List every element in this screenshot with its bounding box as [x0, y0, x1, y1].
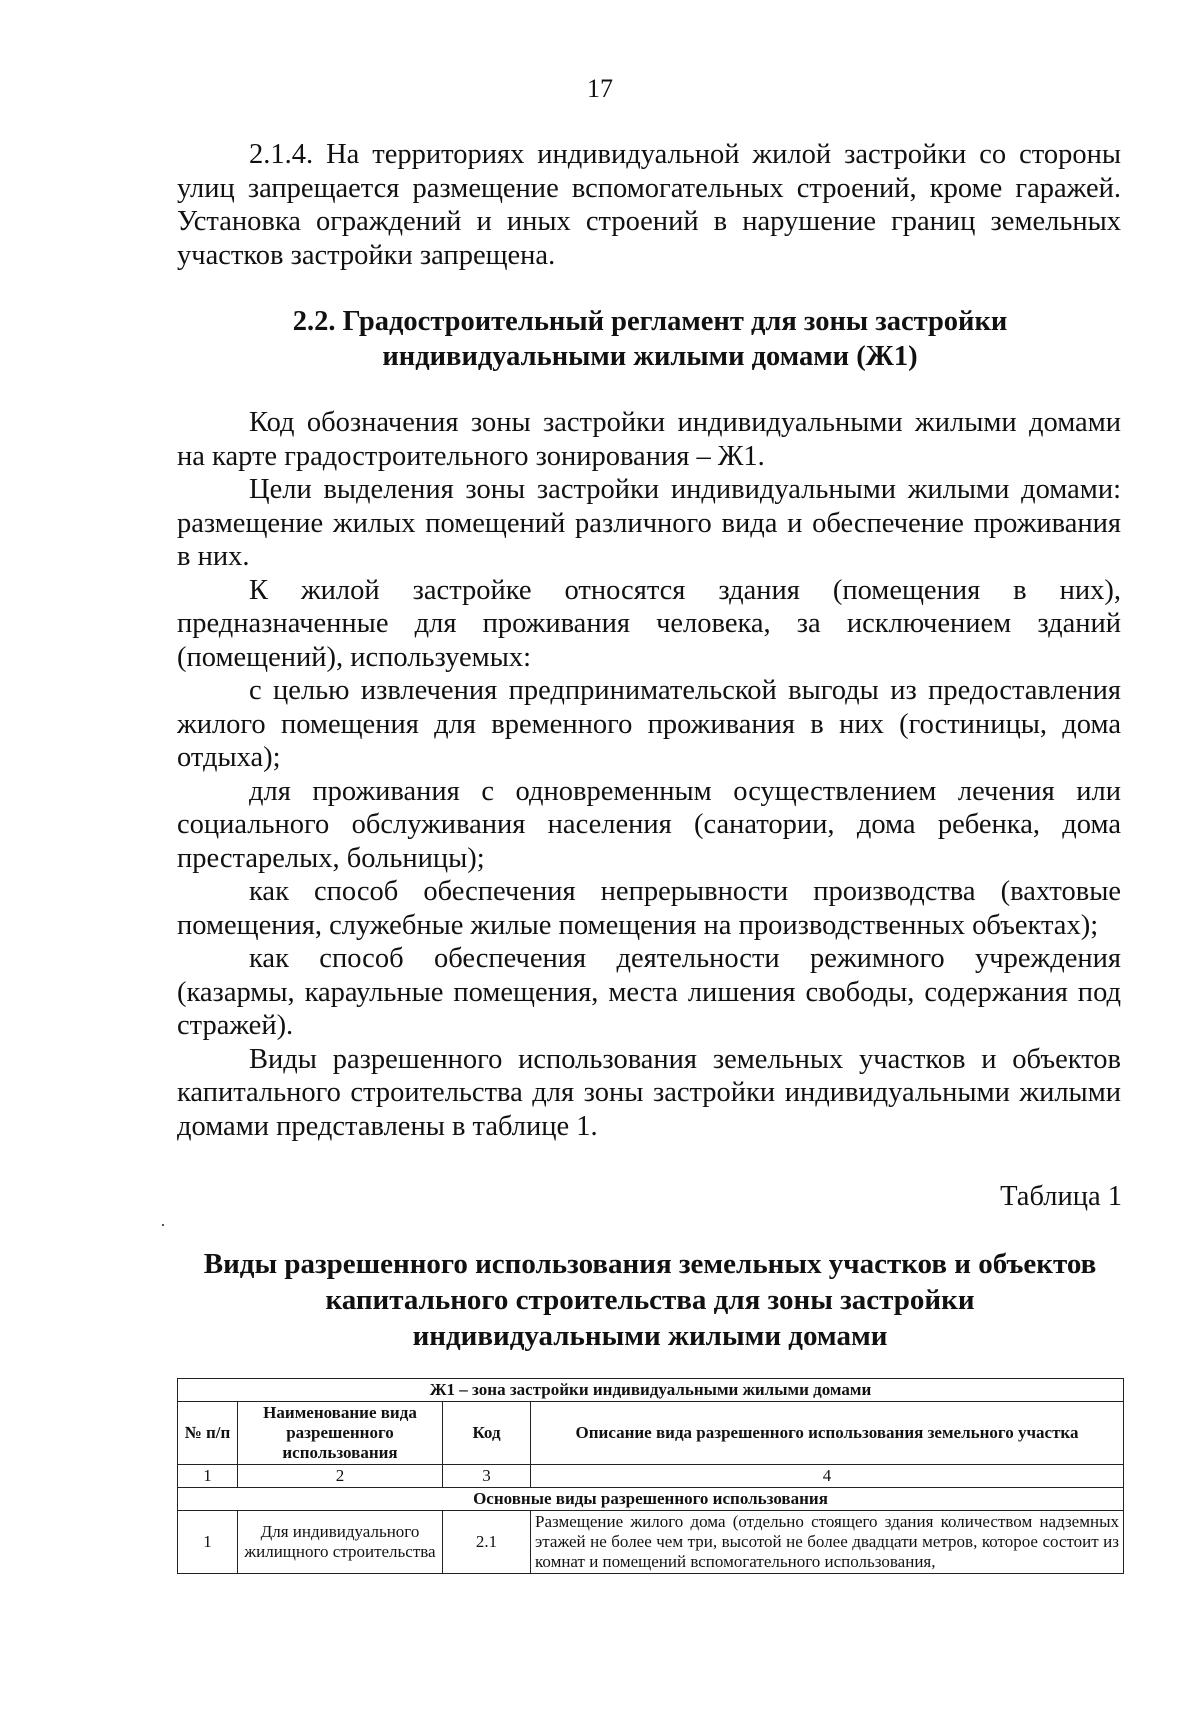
column-header-description: Описание вида разрешенного использования земельного участка: [531, 1402, 1124, 1465]
table-label: Таблица 1: [1000, 1181, 1122, 1212]
table-title-line-3: индивидуальными жилыми домами: [412, 1320, 888, 1352]
column-header-name: Наименование вида разрешенного использования: [238, 1402, 443, 1465]
land-use-table: [177, 1378, 1124, 1574]
zone-header-cell: Ж1 – зона застройки индивидуальными жилыми домами: [178, 1379, 1124, 1402]
column-header-code: Код: [443, 1402, 531, 1465]
table-title-line-2: капитального строительства для зоны застройки: [325, 1284, 975, 1316]
row-name-cell: Для индивидуального жилищного строительства: [238, 1511, 443, 1574]
column-number-cell: 2: [238, 1465, 443, 1488]
column-number-cell: 3: [443, 1465, 531, 1488]
paragraph: для проживания с одновременным осуществлением лечения или социального обслуживания населения (санатории, дома ребенка, дома престарелых, больницы);: [177, 775, 1121, 874]
paragraph: Цели выделения зоны застройки индивидуальными жилыми домами: размещение жилых помещений различного вида и обеспечение проживания в них.: [177, 474, 1121, 572]
column-header-number: № п/п: [178, 1402, 238, 1465]
column-number-cell: 4: [531, 1465, 1124, 1488]
heading-line-2: индивидуальными жилыми домами (Ж1): [382, 341, 918, 372]
table-title: [150, 1246, 1150, 1354]
paragraph: как способ обеспечения непрерывности производства (вахтовые помещения, служебные жилые помещения на производственных объектах);: [177, 876, 1121, 941]
row-number-cell: 1: [178, 1511, 238, 1574]
page-number: 17: [587, 74, 613, 103]
table-row: [178, 1511, 1124, 1574]
scan-speck: [162, 1224, 164, 1226]
row-description-cell: Размещение жилого дома (отдельно стоящего здания количеством надземных этажей не более чем три, высотой не более двадцати метров, которое состоит из комнат и помещений вспомогательного использования,: [531, 1511, 1124, 1574]
paragraph: Код обозначения зоны застройки индивидуальными жилыми домами на карте градостроительного зонирования – Ж1.: [177, 407, 1121, 472]
paragraph: К жилой застройке относятся здания (помещения в них), предназначенные для проживания человека, за исключением зданий (помещений), используемых:: [177, 574, 1121, 673]
paragraph-2-1-4: 2.1.4. На территориях индивидуальной жилой застройки со стороны улиц запрещается размещение вспомогательных строений, кроме гаражей. Установка ограждений и иных строений в нарушение границ земельных участков застройки запрещена.: [177, 139, 1121, 271]
section-2-2-body: [177, 406, 1121, 1143]
paragraph: Виды разрешенного использования земельных участков и объектов капитального строительства для зоны застройки индивидуальными жилыми домами представлены в таблице 1.: [177, 1043, 1121, 1142]
section-2-2-heading: [160, 304, 1140, 374]
row-code-cell: 2.1: [443, 1511, 531, 1574]
column-number-cell: 1: [178, 1465, 238, 1488]
paragraph: с целью извлечения предпринимательской выгоды из предоставления жилого помещения для временного проживания в них (гостиницы, дома отдыха);: [177, 675, 1121, 773]
heading-line-1: 2.2. Градостроительный регламент для зоны застройки: [292, 306, 1008, 337]
paragraph: как способ обеспечения деятельности режимного учреждения (казармы, караульные помещения, места лишения свободы, содержания под стражей).: [177, 943, 1121, 1041]
section-header-cell: Основные виды разрешенного использования: [178, 1488, 1124, 1511]
section-2-1-4: [177, 138, 1121, 272]
table-title-line-1: Виды разрешенного использования земельных участков и объектов: [203, 1248, 1097, 1280]
